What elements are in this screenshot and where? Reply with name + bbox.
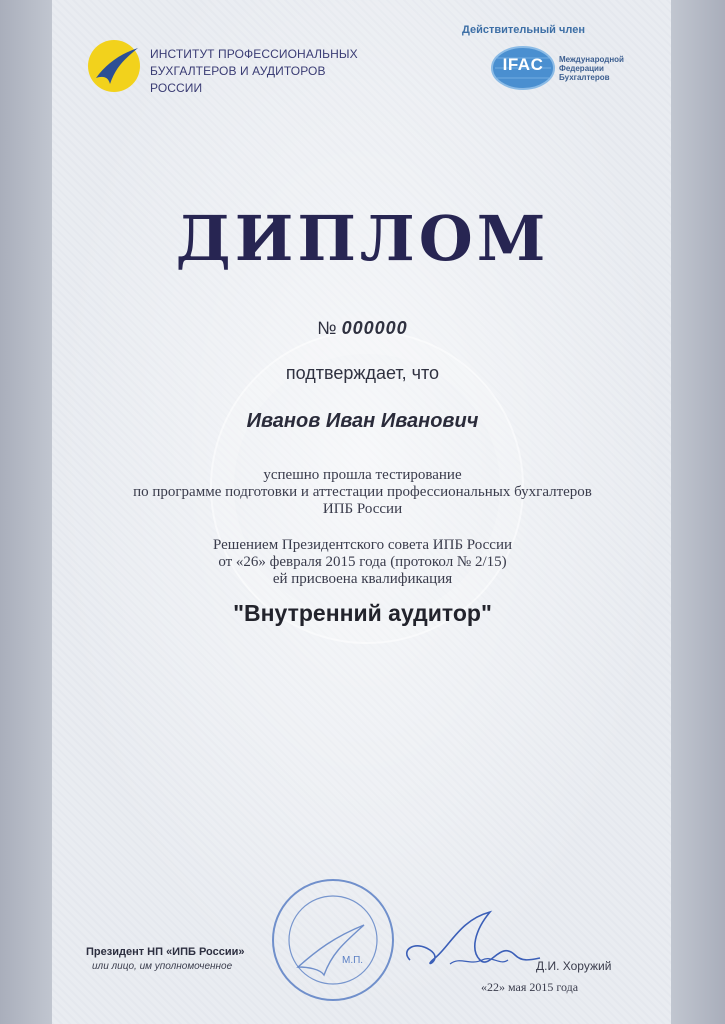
para1-line1: успешно прошла тестирование: [263, 467, 462, 483]
signature-icon: [390, 900, 550, 980]
stamp-seal-icon: [268, 875, 398, 1005]
decision-paragraph: [0, 537, 725, 588]
qualification-title: "Внутренний аудитор": [233, 600, 492, 626]
ifac-member-label: Действительный член: [462, 24, 585, 36]
ifac-desc: [559, 55, 639, 82]
ifac-abbr: IFAC: [502, 55, 544, 74]
org-name: [150, 46, 370, 97]
authorized-label: или лицо, им уполномоченное: [92, 961, 233, 972]
ifac-desc-line3: Бухгалтеров: [559, 73, 610, 82]
number-value: 000000: [341, 318, 408, 338]
ipb-logo-icon: [86, 38, 142, 94]
para2-line1: Решением Президентского совета ИПБ России: [212, 537, 513, 553]
sign-date: «22» мая 2015 года: [481, 980, 579, 994]
para1-line3: ИПБ России: [322, 501, 403, 517]
para2-line3: ей присвоена квалификация: [272, 571, 453, 587]
signer-name: Д.И. Хоружий: [536, 959, 612, 973]
stamp-text: М.П.: [342, 955, 364, 966]
ifac-desc-line1: Международной: [559, 55, 624, 64]
ifac-desc-line2: Федерации: [559, 64, 604, 73]
diploma-number: [0, 318, 725, 339]
president-label: Президент НП «ИПБ России»: [86, 946, 245, 958]
confirms-text: подтверждает, что: [285, 363, 440, 383]
person-name: Иванов Иван Иванович: [246, 410, 479, 432]
number-sign: №: [317, 318, 337, 338]
para1-line2: по программе подготовки и аттестации профессиональных бухгалтеров: [133, 484, 592, 500]
para2-line2: от «26» февраля 2015 года (протокол № 2/15): [218, 554, 507, 570]
org-name-line1: ИНСТИТУТ ПРОФЕССИОНАЛЬНЫХ: [150, 47, 358, 61]
org-name-line2: БУХГАЛТЕРОВ И АУДИТОРОВ РОССИИ: [150, 64, 326, 95]
diploma-title: ДИПЛОМ: [175, 202, 550, 275]
testing-paragraph: [0, 467, 725, 518]
